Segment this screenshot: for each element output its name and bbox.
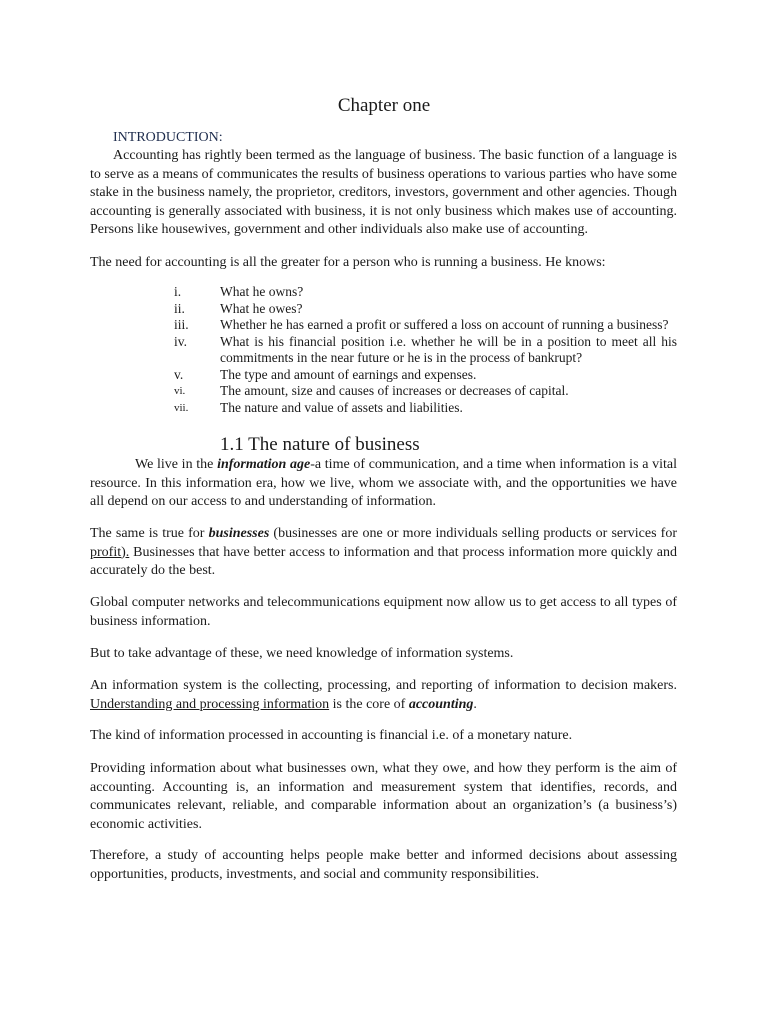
list-item <box>174 284 677 301</box>
list-text: The amount, size and causes of increases or decreases of capital. <box>220 383 569 398</box>
paragraph-financial: The kind of information processed in accounting is financial i.e. of a monetary nature. <box>90 728 573 743</box>
list-item <box>174 301 677 318</box>
intro-heading <box>113 129 223 147</box>
list-item <box>174 383 677 400</box>
paragraph-information-age <box>90 456 677 512</box>
underlined-text: profit). <box>90 544 130 560</box>
list-text: What he owes? <box>220 300 303 316</box>
paragraph-conclusion: Therefore, a study of accounting helps people make better and informed decisions about assessing opportunities, products, investments, and social and community responsibilities. <box>90 848 677 882</box>
text-run: -a time of communication, and a time when information is a vital resource. In this information era, how we live, whom we associate with, and the opportunities we have all depend on our access to and understanding of information. <box>90 457 677 509</box>
paragraph-networks: Global computer networks and telecommunications equipment now allow us to get access to all types of business information. <box>90 595 677 629</box>
need-paragraph: The need for accounting is all the greater for a person who is running a business. He knows: <box>90 255 606 270</box>
paragraph-advantage: But to take advantage of these, we need knowledge of information systems. <box>90 646 514 661</box>
intro-heading-colon: : <box>218 130 223 145</box>
list-number: vii. <box>174 401 189 414</box>
list-item <box>174 400 677 417</box>
chapter-title: Chapter one <box>337 95 431 116</box>
list-number: vi. <box>174 385 186 397</box>
text-run: . <box>473 696 477 712</box>
intro-heading-text: INTRODUCTION <box>113 130 219 145</box>
paragraph-businesses <box>90 525 677 581</box>
text-run: The same is true for <box>90 526 209 541</box>
list-item <box>174 334 677 367</box>
text-run: An information system is the collecting, processing, and reporting of information to decision makers. <box>90 678 677 693</box>
emphasis-term: accounting <box>408 696 474 712</box>
list-text: The nature and value of assets and liabilities. <box>220 399 463 415</box>
list-number: iv. <box>174 333 187 349</box>
emphasis-term: businesses <box>208 526 270 541</box>
emphasis-term: information age <box>217 457 311 472</box>
needs-list <box>174 284 677 416</box>
list-item <box>174 367 677 384</box>
text-run: is the core of <box>329 696 409 712</box>
list-text: What he owns? <box>220 284 304 299</box>
underlined-text: Understanding and processing information <box>90 696 330 712</box>
text-run: We live in the <box>135 457 218 472</box>
list-text: Whether he has earned a profit or suffered a loss on account of running a business? <box>220 317 669 332</box>
text-run: Businesses that have better access to information and that process information more quickly and accurately do the best. <box>90 544 677 578</box>
paragraph-information-system <box>90 677 677 714</box>
list-text: What is his financial position i.e. whether he will be in a position to meet all his commitments in the near future or he is in the process of bankrupt? <box>220 333 677 365</box>
intro-paragraph: Accounting has rightly been termed as the language of business. The basic function of a language is to serve as a means of communicates the results of business operations to various parties who have some stake in the business namely, the proprietor, creditors, investors, government and other agencies. Though accounting is generally associated with business, it is not only business which makes use of accounting. Persons like housewives, government and other individuals also make use of accounting. <box>90 148 677 237</box>
list-item <box>174 317 677 334</box>
list-number: v. <box>174 366 184 382</box>
list-number: i. <box>174 284 182 299</box>
section-heading: 1.1 The nature of business <box>220 434 420 455</box>
list-number: ii. <box>174 300 185 316</box>
paragraph-aim-of-accounting: Providing information about what businesses own, what they owe, and how they perform is the aim of accounting. Accounting is, an information and measurement system that identifies, records, and communicates relevant, reliable, and comparable information about an organization’s (a business’s) economic activities. <box>90 761 677 832</box>
list-text: The type and amount of earnings and expenses. <box>220 366 477 382</box>
text-run: (businesses are one or more individuals selling products or services for <box>269 526 677 541</box>
list-number: iii. <box>174 317 189 332</box>
